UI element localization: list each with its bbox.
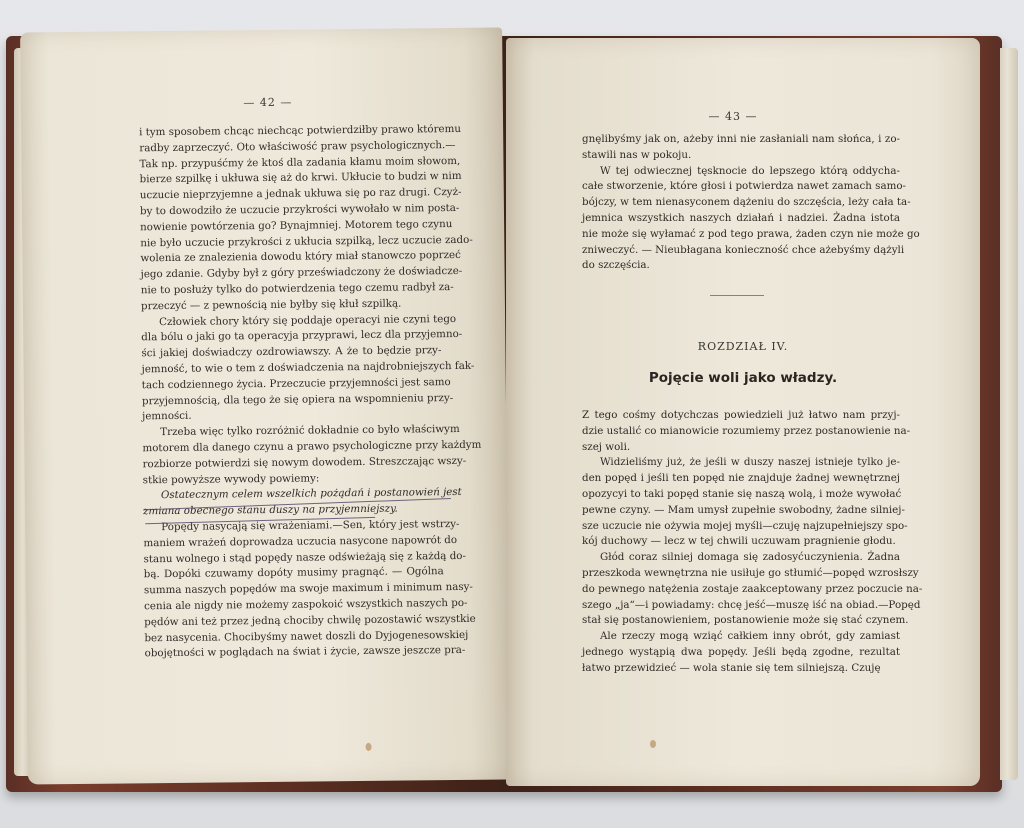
text-line: cenia ale nigdy nie możemy zaspokoić wszystkich naszych po- xyxy=(144,596,468,613)
text-line: Ale rzeczy mogą wziąć całkiem inny obrót, gdy zamiast xyxy=(600,630,900,643)
text-line: maniem wrażeń doprowadza uczucia nasycone napowrót do xyxy=(143,533,458,549)
text-line: nie to posłuży tylko do potwierdzenia tego czemu radbył za- xyxy=(140,280,454,297)
text-line: bierze szpilkę i ukłuwa się aż do krwi. Ukłucie to budzi w nim xyxy=(139,170,462,186)
text-line: ści jakiej doświadczy ozdrowiawszy. A że to będzie przy- xyxy=(141,344,442,360)
text-line: Popędy nasycają się wrażeniami.—Sen, który jest wstrzy- xyxy=(161,517,460,534)
text-line: summa naszych popędów ma swoje maximum i minimum nasy- xyxy=(143,580,473,597)
text-line: Człowiek chory który się poddaje operacyi nie czyni tego xyxy=(159,312,457,328)
text-line: kój duchowy — lecz w tej chwili uczuwam pragnienie głodu. xyxy=(582,535,896,548)
text-line: bójczy, w tem nienasyconem dążeniu do szczęścia, leży cała ta- xyxy=(582,196,911,209)
right-page-edges xyxy=(1000,48,1018,780)
text-line: bą. Dopóki czuwamy dopóty musimy pragnąć. — Ogólna xyxy=(143,565,444,581)
text-line: jemność, to wie o tem z doświadczenia na najdrobniejszych fak- xyxy=(141,359,475,376)
text-line: nowienie powtórzenia go? Bynajmniej. Motorem tego czynu xyxy=(140,217,453,234)
chapter-title: Pojęcie woli jako władzy. xyxy=(648,370,838,386)
paper-stain xyxy=(650,740,656,748)
text-line: przeczyć — z pewnością nie byłby się kłuł szpilką. xyxy=(140,297,402,313)
text-line: jednego wystąpią dwa popędy. Jeśli będą zgodne, rezultat xyxy=(582,645,900,658)
text-line: stkie powyższe wywody powiemy: xyxy=(142,471,320,486)
text-line: dla bólu o jaki go ta operacyja przyprawi, lecz dla przyjemno- xyxy=(141,328,463,344)
text-line: pędów ani też przez jedną chociby chwilę pozostawić wszystkie xyxy=(144,612,476,628)
chapter-heading: ROZDZIAŁ IV. xyxy=(697,340,789,353)
text-line: stanu wolnego i stąd popędy nasze odświeżają się z każdą do- xyxy=(143,549,466,565)
text-line: radby zaprzeczyć. Oto właściwość praw psychologicznych.— xyxy=(139,138,456,155)
text-line: sze uczucie nie ożywia mojej myśli—czuję najzupełniejszy spo- xyxy=(582,519,908,532)
left-page xyxy=(20,27,510,784)
section-rule xyxy=(710,295,764,296)
text-line: szego „ja“—i powiadamy: chcę jeść—muszę iść na obiad.—Popęd xyxy=(582,598,921,611)
page-number-right: — 43 — xyxy=(708,110,758,123)
text-line: wolenia ze znalezienia dowodu który miał stanowczo poprzeć xyxy=(140,249,461,265)
text-line: obojętności w poglądach na świat i życie, zawsze jeszcze pra- xyxy=(144,644,466,660)
text-line: nie może się wyłamać z pod tego prawa, żaden czyn nie może go xyxy=(582,227,920,240)
page-number-left: — 42 — xyxy=(243,95,293,110)
text-line: jego zdanie. Gdyby był z góry przeświadczony że doświadcze- xyxy=(140,265,463,281)
text-line: pewne czyny. — Mam umysł zupełnie swobodny, żadne silniej- xyxy=(582,503,905,516)
left-page-text xyxy=(139,122,482,662)
text-line: rozbiorze potwierdzi się nowym dowodem. Streszczając wszy- xyxy=(142,454,467,471)
text-line: W tej odwiecznej tęsknocie do lepszego którą oddycha- xyxy=(600,164,900,177)
text-line: Tak np. przypuśćmy że ktoś dla zadania kłamu moim słowom, xyxy=(139,154,461,170)
text-line: den popęd i jeśli ten popęd nie znajduje żadnej wewnętrznej xyxy=(582,472,900,485)
right-page xyxy=(506,38,980,786)
text-line: stał się postanowieniem, postanowienie może się stać czynem. xyxy=(582,614,909,627)
text-line: Ostatecznym celem wszelkich pożądań i postanowień jest xyxy=(160,486,462,502)
text-line: szej woli. xyxy=(582,440,631,453)
text-line: zniweczyć. — Nieubłagana konieczność chce ażebyśmy dążyli xyxy=(582,243,905,256)
text-line: Trzeba więc tylko rozróżnić dokładnie co było właściwym xyxy=(160,423,460,439)
text-line: i tym sposobem chcąc niechcąc potwierdziłby prawo któremu xyxy=(139,122,462,139)
text-line: jemności. xyxy=(142,410,192,423)
text-line: przeszkoda wewnętrzna nie usiłuje go stłumić—popęd wzrosłszy xyxy=(582,566,919,579)
text-line: uczucie nieprzyjemne a jednak ukłuwa się po raz drugi. Czyż- xyxy=(139,186,462,202)
right-page-text-top xyxy=(582,132,920,274)
text-line: opozycyi to taki popęd stanie się naszą wolą, i może wywołać xyxy=(582,487,902,500)
text-line: by to dowodziło że uczucie przykrości wywołało w nim posta- xyxy=(139,201,460,218)
text-line: tach codziennego życia. Przeczucie przyjemności jest samo xyxy=(141,375,451,392)
paper-stain xyxy=(366,743,372,751)
text-line: dzie ustalić co mianowicie rozumiemy przez postanowienie na- xyxy=(582,424,911,437)
text-line: stawili nas w pokoju. xyxy=(582,148,692,161)
text-line: do szczęścia. xyxy=(582,259,650,272)
text-line: Widzieliśmy już, że jeśli w duszy naszej istnieje tylko je- xyxy=(600,456,900,469)
text-line: przyjemnością, dla tego że się opiera na wspomnieniu przy- xyxy=(141,391,454,407)
text-line: całe stworzenie, które głosi i potwierdza nawet zamach samo- xyxy=(582,180,907,193)
text-line: nie było uczucie przykrości z ukłucia szpilką, lecz uczucie zado- xyxy=(140,233,473,249)
text-line: łatwo przewidzieć — wola stanie się tem silniejszą. Czuję xyxy=(582,661,881,674)
right-page-text-bottom xyxy=(582,408,923,677)
text-line: Głód coraz silniej domaga się zadosyćuczynienia. Żadna xyxy=(600,551,900,564)
text-line: gnęlibyśmy jak on, ażeby inni nie zasłaniali nam słońca, i zo- xyxy=(582,133,900,145)
text-line: jemnica wszystkich naszych działań i nadziei. Żadna istota xyxy=(582,211,900,224)
text-line: do pewnego natężenia zostaje zaakceptowany przez poczucie na- xyxy=(582,582,923,595)
text-line: bez nasycenia. Chocibyśmy nawet doszli do Dyjogenesowskiej xyxy=(144,628,469,644)
text-line: Z tego cośmy dotychczas powiedzieli już łatwo nam przyj- xyxy=(582,409,900,421)
text-line: zmiana obecnego stanu duszy na przyjemniejszy. xyxy=(143,502,398,518)
text-line: motorem dla danego czynu a prawo psychologiczne przy każdym xyxy=(142,438,482,455)
